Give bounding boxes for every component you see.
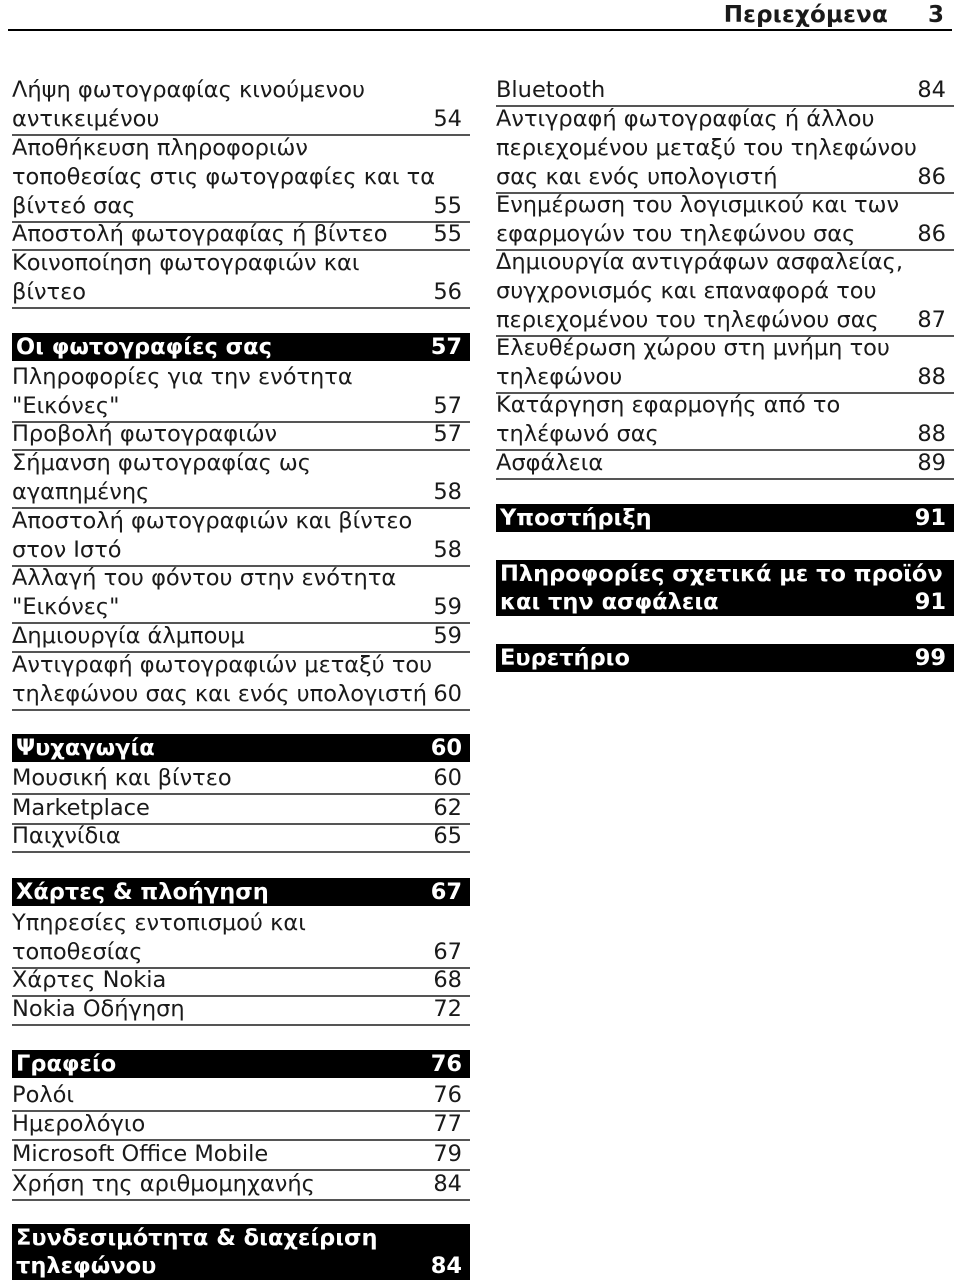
toc-page-number: 87 (917, 307, 946, 333)
toc-section-heading[interactable] (496, 504, 954, 532)
toc-entry-text: Κοινοποίηση φωτογραφιών και (12, 250, 360, 276)
page-number: 3 (927, 2, 944, 28)
toc-page-number: 54 (433, 106, 462, 132)
toc-entry[interactable] (12, 134, 470, 223)
toc-entry-text: Ενημέρωση του λογισμικού και των (496, 192, 900, 218)
toc-entry[interactable] (496, 191, 954, 251)
toc-section-heading[interactable] (12, 1224, 470, 1280)
toc-entry-text: βίντεο (12, 279, 87, 305)
toc-entry[interactable] (496, 76, 954, 107)
toc-page-number: 72 (433, 996, 462, 1022)
toc-page-number: 84 (917, 77, 946, 103)
toc-section-heading[interactable] (496, 560, 954, 616)
toc-entry[interactable] (12, 966, 470, 997)
toc-entry-text: Αποστολή φωτογραφιών και βίντεο (12, 508, 413, 534)
toc-entry-text: συγχρονισμός και επαναφορά του (496, 278, 877, 304)
toc-section-heading[interactable] (496, 644, 954, 672)
toc-entry-text: Αποστολή φωτογραφίας ή βίντεο (12, 221, 388, 247)
toc-section-heading[interactable] (12, 734, 470, 762)
toc-entry-text: Χρήση της αριθμομηχανής (12, 1171, 315, 1197)
toc-page-number: 57 (433, 393, 462, 419)
toc-entry-text: Marketplace (12, 795, 150, 821)
toc-entry[interactable] (12, 363, 470, 423)
toc-entry-text: Αποθήκευση πληροφοριών (12, 135, 308, 161)
toc-entry-text: Microsoft Office Mobile (12, 1141, 269, 1167)
toc-page-number: 67 (433, 939, 462, 965)
toc-entry-text: Ημερολόγιο (12, 1111, 146, 1137)
toc-page-number: 88 (917, 364, 946, 390)
toc-entry-text: "Εικόνες" (12, 393, 120, 419)
toc-entry-text: περιεχομένου του τηλεφώνου σας (496, 307, 879, 333)
toc-entry[interactable] (12, 995, 470, 1026)
toc-entry-text: Ευρετήριο (500, 645, 630, 671)
toc-entry[interactable] (12, 76, 470, 136)
toc-page-number: 79 (433, 1141, 462, 1167)
toc-page-number: 68 (433, 967, 462, 993)
toc-entry-text: Λήψη φωτογραφίας κινούμενου (12, 77, 366, 103)
toc-section-heading[interactable] (12, 878, 470, 906)
toc-page-number: 60 (430, 735, 462, 761)
toc-page-number: 60 (433, 765, 462, 791)
toc-entry[interactable] (12, 822, 470, 853)
toc-entry-text: τηλεφώνου σας και ενός υπολογιστή (12, 681, 428, 707)
toc-entry-text: Συνδεσιμότητα & διαχείριση (16, 1225, 378, 1251)
toc-entry[interactable] (12, 564, 470, 624)
toc-entry-text: αγαπημένης (12, 479, 150, 505)
toc-entry[interactable] (12, 1170, 470, 1201)
toc-entry-text: τηλεφώνου (496, 364, 623, 390)
toc-entry-text: τηλέφωνό σας (496, 421, 659, 447)
toc-page-number: 55 (433, 193, 462, 219)
toc-entry-text: Γραφείο (16, 1051, 117, 1077)
toc-entry-text: τοποθεσίας στις φωτογραφίες και τα (12, 164, 436, 190)
toc-entry-text: εφαρμογών του τηλεφώνου σας (496, 221, 856, 247)
toc-page-number: 89 (917, 450, 946, 476)
toc-entry-text: Ελευθέρωση χώρου στη μνήμη του (496, 335, 890, 361)
toc-entry-text: βίντεό σας (12, 193, 136, 219)
toc-page-number: 86 (917, 221, 946, 247)
toc-page-number: 60 (433, 681, 462, 707)
toc-page-number: 59 (433, 594, 462, 620)
page-header (0, 0, 960, 30)
toc-page-number: 57 (430, 334, 462, 360)
toc-entry[interactable] (12, 1140, 470, 1171)
toc-page-number: 67 (430, 879, 462, 905)
toc-entry-text: Ρολόι (12, 1082, 75, 1108)
toc-page-number: 99 (914, 645, 946, 671)
toc-entry-text: Αλλαγή του φόντου στην ενότητα (12, 565, 397, 591)
toc-entry-text: "Εικόνες" (12, 594, 120, 620)
toc-entry[interactable] (12, 449, 470, 509)
toc-section-heading[interactable] (12, 333, 470, 361)
toc-entry[interactable] (12, 420, 470, 451)
toc-entry[interactable] (12, 249, 470, 309)
toc-entry-text: Χάρτες & πλοήγηση (16, 879, 269, 905)
header-rule (8, 29, 952, 31)
toc-page-number: 84 (433, 1171, 462, 1197)
toc-entry[interactable] (496, 248, 954, 337)
toc-entry-text: και την ασφάλεια (500, 589, 719, 615)
toc-entry-text: Κατάργηση εφαρμογής από το (496, 392, 841, 418)
toc-entry-text: στον Ιστό (12, 537, 122, 563)
toc-entry-text: Υπηρεσίες εντοπισμού και (12, 910, 306, 936)
toc-entry[interactable] (496, 334, 954, 394)
toc-entry-text: Πληροφορίες σχετικά με το προϊόν (500, 561, 943, 587)
toc-entry-text: σας και ενός υπολογιστή (496, 164, 778, 190)
toc-entry[interactable] (12, 909, 470, 969)
toc-entry[interactable] (12, 507, 470, 567)
toc-entry-text: Οι φωτογραφίες σας (16, 334, 272, 360)
toc-entry[interactable] (496, 105, 954, 194)
toc-page-number: 58 (433, 479, 462, 505)
toc-entry-text: Ψυχαγωγία (16, 735, 155, 761)
toc-entry[interactable] (496, 391, 954, 451)
toc-entry[interactable] (496, 449, 954, 480)
toc-page-number: 91 (914, 505, 946, 531)
toc-entry[interactable] (12, 764, 470, 795)
toc-entry-text: Αντιγραφή φωτογραφίας ή άλλου (496, 106, 875, 132)
toc-entry-text: Σήμανση φωτογραφίας ως (12, 450, 311, 476)
toc-page-number: 91 (914, 589, 946, 615)
toc-page-number: 59 (433, 623, 462, 649)
toc-page-number: 62 (433, 795, 462, 821)
toc-entry[interactable] (12, 1110, 470, 1141)
toc-entry[interactable] (12, 794, 470, 825)
toc-page-number: 76 (430, 1051, 462, 1077)
toc-page-number: 84 (430, 1253, 462, 1279)
toc-entry-text: αντικειμένου (12, 106, 160, 132)
toc-entry-text: Αντιγραφή φωτογραφιών μεταξύ του (12, 652, 433, 678)
toc-page-number: 56 (433, 279, 462, 305)
toc-entry-text: Δημιουργία αντιγράφων ασφαλείας, (496, 249, 903, 275)
toc-page-number: 88 (917, 421, 946, 447)
toc-page-number: 77 (433, 1111, 462, 1137)
toc-entry-text: Παιχνίδια (12, 823, 121, 849)
toc-entry-text: τηλεφώνου (16, 1253, 157, 1279)
toc-entry-text: περιεχομένου μεταξύ του τηλεφώνου (496, 135, 917, 161)
toc-entry[interactable] (12, 622, 470, 653)
toc-entry-text: Προβολή φωτογραφιών (12, 421, 278, 447)
toc-entry-text: Πληροφορίες για την ενότητα (12, 364, 353, 390)
toc-entry[interactable] (12, 651, 470, 711)
toc-entry-text: Υποστήριξη (500, 505, 652, 531)
toc-page-number: 76 (433, 1082, 462, 1108)
toc-page-number: 86 (917, 164, 946, 190)
toc-page-number: 55 (433, 221, 462, 247)
toc-entry-text: Ασφάλεια (496, 450, 604, 476)
toc-entry-text: Bluetooth (496, 77, 606, 103)
toc-page-number: 58 (433, 537, 462, 563)
toc-page-number: 65 (433, 823, 462, 849)
toc-section-heading[interactable] (12, 1050, 470, 1078)
toc-entry-text: Δημιουργία άλμπουμ (12, 623, 245, 649)
toc-entry-text: Μουσική και βίντεο (12, 765, 232, 791)
page-title: Περιεχόμενα (723, 2, 888, 28)
toc-entry[interactable] (12, 1081, 470, 1112)
toc-entry[interactable] (12, 220, 470, 251)
toc-entry-text: Nokia Οδήγηση (12, 996, 185, 1022)
toc-entry-text: Χάρτες Nokia (12, 967, 167, 993)
toc-page-number: 57 (433, 421, 462, 447)
toc-entry-text: τοποθεσίας (12, 939, 143, 965)
